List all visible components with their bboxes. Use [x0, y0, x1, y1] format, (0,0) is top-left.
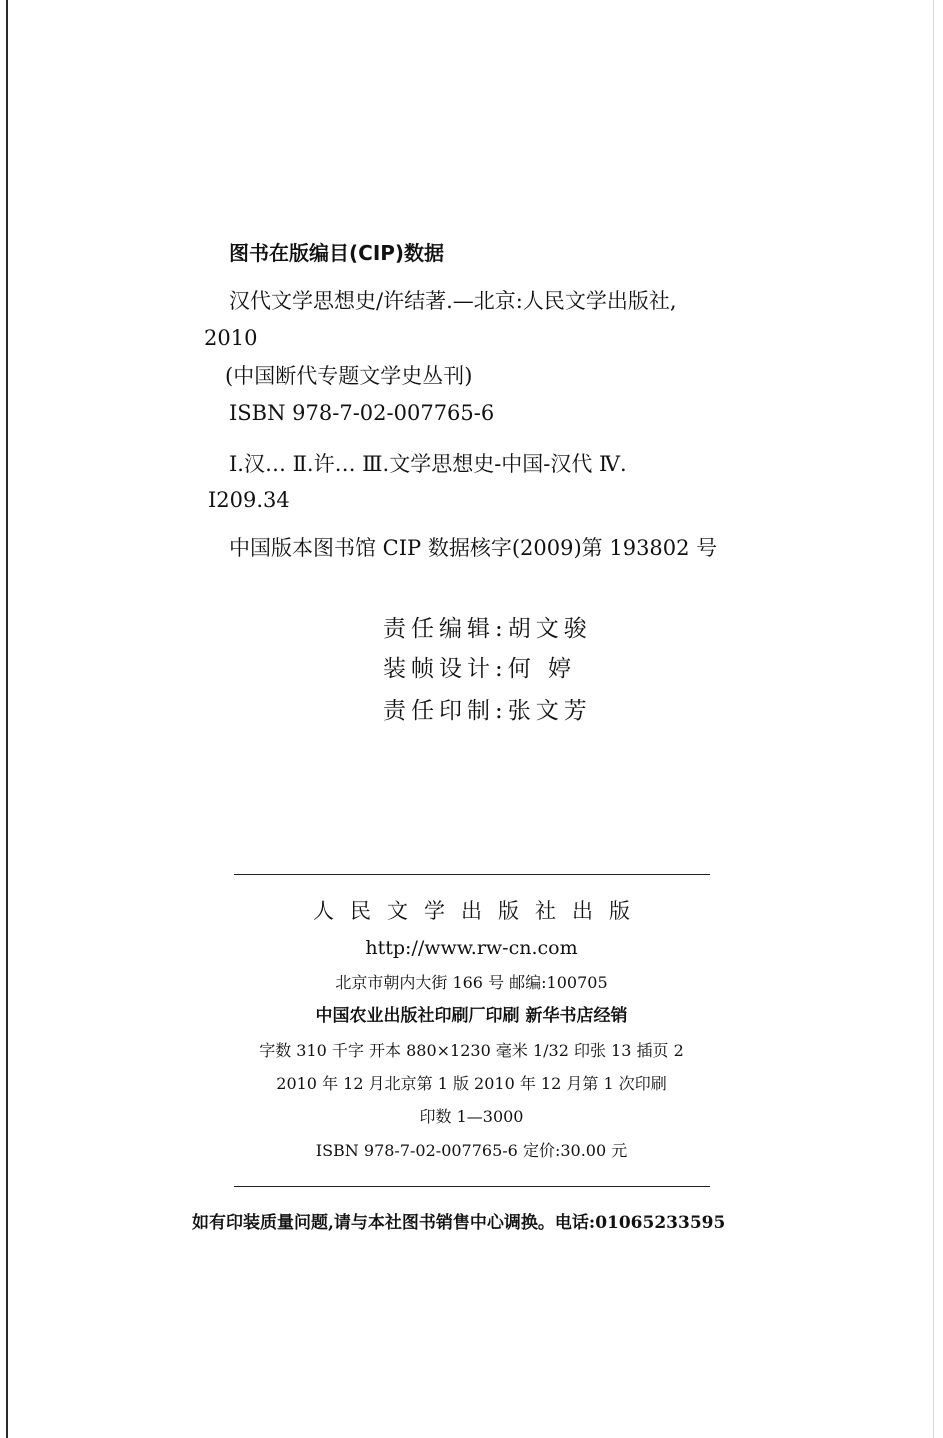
imprint-rule-bottom — [234, 1186, 710, 1187]
imprint-rule-top — [234, 874, 710, 875]
cip-classification: Ⅰ209.34 — [208, 488, 290, 512]
cip-year: 2010 — [204, 326, 258, 350]
cip-title-line: 汉代文学思想史/许结著.—北京:人民文学出版社, — [229, 289, 677, 313]
imprint-print-run: 印数 1—3000 — [419, 1107, 524, 1126]
cip-series: (中国断代专题文学史丛刊) — [225, 364, 473, 388]
staff-editor: 责任编辑:胡文骏 — [383, 616, 592, 642]
imprint-address: 北京市朝内大街 166 号 邮编:100705 — [335, 973, 608, 992]
imprint-specs: 字数 310 千字 开本 880×1230 毫米 1/32 印张 13 插页 2 — [259, 1041, 684, 1060]
imprint-isbn-price: ISBN 978-7-02-007765-6 定价:30.00 元 — [315, 1141, 628, 1160]
cip-approval: 中国版本图书馆 CIP 数据核字(2009)第 193802 号 — [229, 536, 718, 560]
page-edge-left — [6, 0, 8, 1438]
page-edge-right — [933, 0, 934, 1438]
staff-printing: 责任印制:张文芳 — [383, 698, 592, 724]
cip-subjects: Ⅰ.汉… Ⅱ.许… Ⅲ.文学思想史-中国-汉代 Ⅳ. — [229, 452, 627, 476]
imprint-website: http://www.rw-cn.com — [365, 937, 578, 959]
staff-designer: 装帧设计:何 婷 — [383, 656, 577, 682]
imprint-edition: 2010 年 12 月北京第 1 版 2010 年 12 月第 1 次印刷 — [276, 1074, 667, 1093]
quality-notice: 如有印装质量问题,请与本社图书销售中心调换。电话:01065233595 — [192, 1213, 726, 1233]
cip-isbn: ISBN 978-7-02-007765-6 — [229, 401, 495, 425]
imprint-publisher: 人民文学出版社出版 — [313, 899, 646, 923]
cip-heading: 图书在版编目(CIP)数据 — [229, 241, 445, 265]
imprint-printer: 中国农业出版社印刷厂印刷 新华书店经销 — [315, 1006, 628, 1026]
